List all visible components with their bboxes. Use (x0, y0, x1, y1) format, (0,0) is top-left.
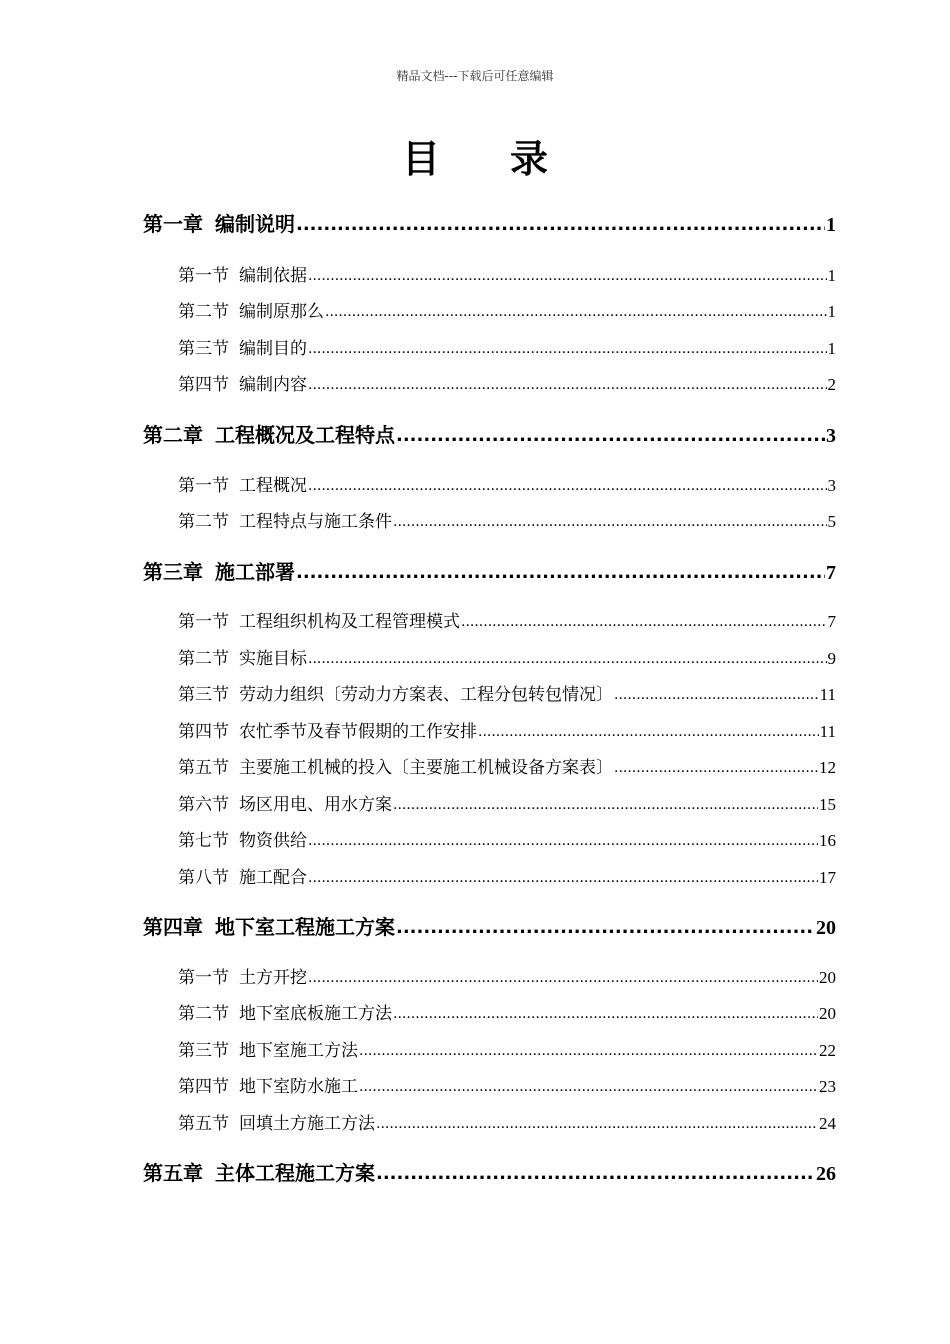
toc-section-3-8[interactable] (178, 863, 836, 888)
section-number: 第三节 (178, 1041, 229, 1061)
dot-leader (308, 830, 818, 850)
dot-leader (296, 211, 825, 235)
dot-leader (308, 475, 827, 495)
toc-section-4-1[interactable] (178, 963, 836, 988)
dot-leader (308, 338, 827, 358)
chapter-title: 主体工程施工方案 (215, 1161, 375, 1185)
page-number: 5 (827, 512, 836, 531)
chapter-number: 第三章 (143, 560, 203, 584)
dot-leader (478, 721, 819, 741)
page-number: 9 (827, 649, 836, 668)
section-title: 编制目的 (239, 339, 307, 359)
chapter-title: 地下室工程施工方案 (215, 915, 395, 939)
toc-section-1-1[interactable] (178, 261, 836, 286)
section-title: 编制依据 (239, 266, 307, 286)
section-title: 地下室防水施工 (239, 1077, 358, 1097)
dot-leader (308, 967, 818, 987)
dot-leader (393, 511, 827, 531)
section-title: 劳动力组织〔劳动力方案表、工程分包转包情况〕 (239, 685, 613, 705)
section-title: 实施目标 (239, 649, 307, 669)
dot-leader (396, 914, 815, 938)
toc-section-2-1[interactable] (178, 471, 836, 496)
page-number: 15 (819, 795, 836, 814)
toc-section-4-3[interactable] (178, 1036, 836, 1061)
section-number: 第五节 (178, 1114, 229, 1134)
section-title: 土方开挖 (239, 968, 307, 988)
toc-section-3-1[interactable] (178, 607, 836, 632)
section-number: 第二节 (178, 649, 229, 669)
section-title: 施工配合 (239, 868, 307, 888)
dot-leader (308, 374, 827, 394)
page-number: 26 (816, 1163, 836, 1185)
page-number: 22 (819, 1041, 836, 1060)
toc-section-1-3[interactable] (178, 334, 836, 359)
section-title: 工程概况 (239, 476, 307, 496)
toc-section-1-2[interactable] (178, 297, 836, 322)
toc-chapter-2[interactable] (143, 419, 836, 448)
page-number: 20 (816, 917, 836, 939)
chapter-number: 第四章 (143, 915, 203, 939)
page-number: 3 (826, 425, 836, 447)
page-number: 11 (819, 685, 836, 704)
section-number: 第八节 (178, 868, 229, 888)
dot-leader (359, 1076, 818, 1096)
chapter-title: 编制说明 (215, 212, 295, 236)
page-number: 17 (819, 868, 836, 887)
dot-leader (359, 1040, 818, 1060)
section-number: 第一节 (178, 612, 229, 632)
page-number: 20 (819, 968, 836, 987)
section-number: 第三节 (178, 685, 229, 705)
section-number: 第一节 (178, 968, 229, 988)
document-header-note: 精品文档---下载后可任意编辑 (396, 69, 554, 83)
toc-chapter-4[interactable] (143, 911, 836, 940)
section-number: 第二节 (178, 512, 229, 532)
toc-section-3-6[interactable] (178, 790, 836, 815)
dot-leader (393, 794, 818, 814)
toc-title: 目录 (401, 137, 618, 181)
section-number: 第二节 (178, 302, 229, 322)
toc-section-1-4[interactable] (178, 370, 836, 395)
page-number: 2 (827, 375, 836, 394)
section-title: 物资供给 (239, 831, 307, 851)
toc-section-3-4[interactable] (178, 717, 836, 742)
toc-section-4-4[interactable] (178, 1072, 836, 1097)
page-number: 12 (819, 758, 836, 777)
section-title: 场区用电、用水方案 (239, 795, 392, 815)
section-number: 第三节 (178, 339, 229, 359)
chapter-number: 第一章 (143, 212, 203, 236)
page-number: 16 (819, 831, 836, 850)
dot-leader (308, 648, 827, 668)
page-number: 1 (827, 266, 836, 285)
page-number: 1 (827, 302, 836, 321)
dot-leader (396, 422, 825, 446)
dot-leader (308, 867, 818, 887)
page-number: 1 (826, 214, 836, 236)
section-title: 回填土方施工方法 (239, 1114, 375, 1134)
toc-section-3-7[interactable] (178, 826, 836, 851)
section-number: 第四节 (178, 375, 229, 395)
section-title: 主要施工机械的投入〔主要施工机械设备方案表〕 (239, 758, 613, 778)
toc-chapter-1[interactable] (143, 208, 836, 237)
section-number: 第一节 (178, 266, 229, 286)
section-title: 地下室施工方法 (239, 1041, 358, 1061)
section-title: 工程组织机构及工程管理模式 (239, 612, 460, 632)
page-number: 11 (819, 722, 836, 741)
section-number: 第二节 (178, 1004, 229, 1024)
section-title: 农忙季节及春节假期的工作安排 (239, 722, 477, 742)
toc-section-2-2[interactable] (178, 507, 836, 532)
toc-chapter-5[interactable] (143, 1157, 836, 1186)
chapter-number: 第二章 (143, 423, 203, 447)
toc-chapter-3[interactable] (143, 556, 836, 585)
section-number: 第五节 (178, 758, 229, 778)
chapter-title: 工程概况及工程特点 (215, 423, 395, 447)
toc-section-3-2[interactable] (178, 644, 836, 669)
page-number: 1 (827, 339, 836, 358)
section-title: 编制原那么 (239, 302, 324, 322)
section-title: 地下室底板施工方法 (239, 1004, 392, 1024)
dot-leader (614, 684, 819, 704)
dot-leader (393, 1003, 818, 1023)
toc-section-4-2[interactable] (178, 999, 836, 1024)
dot-leader (376, 1160, 815, 1184)
dot-leader (461, 611, 827, 631)
page-number: 3 (827, 476, 836, 495)
toc-section-3-3[interactable] (178, 680, 836, 705)
page-number: 24 (819, 1114, 836, 1133)
section-number: 第四节 (178, 1077, 229, 1097)
dot-leader (296, 559, 825, 583)
page-number: 7 (826, 562, 836, 584)
page-number: 23 (819, 1077, 836, 1096)
section-title: 工程特点与施工条件 (239, 512, 392, 532)
chapter-title: 施工部署 (215, 560, 295, 584)
section-number: 第一节 (178, 476, 229, 496)
toc-section-3-5[interactable] (178, 753, 836, 778)
section-number: 第六节 (178, 795, 229, 815)
section-number: 第七节 (178, 831, 229, 851)
chapter-number: 第五章 (143, 1161, 203, 1185)
dot-leader (376, 1113, 818, 1133)
dot-leader (614, 757, 818, 777)
page-number: 7 (827, 612, 836, 631)
toc-section-4-5[interactable] (178, 1109, 836, 1134)
section-title: 编制内容 (239, 375, 307, 395)
section-number: 第四节 (178, 722, 229, 742)
dot-leader (308, 265, 827, 285)
page-number: 20 (819, 1004, 836, 1023)
dot-leader (325, 301, 827, 321)
